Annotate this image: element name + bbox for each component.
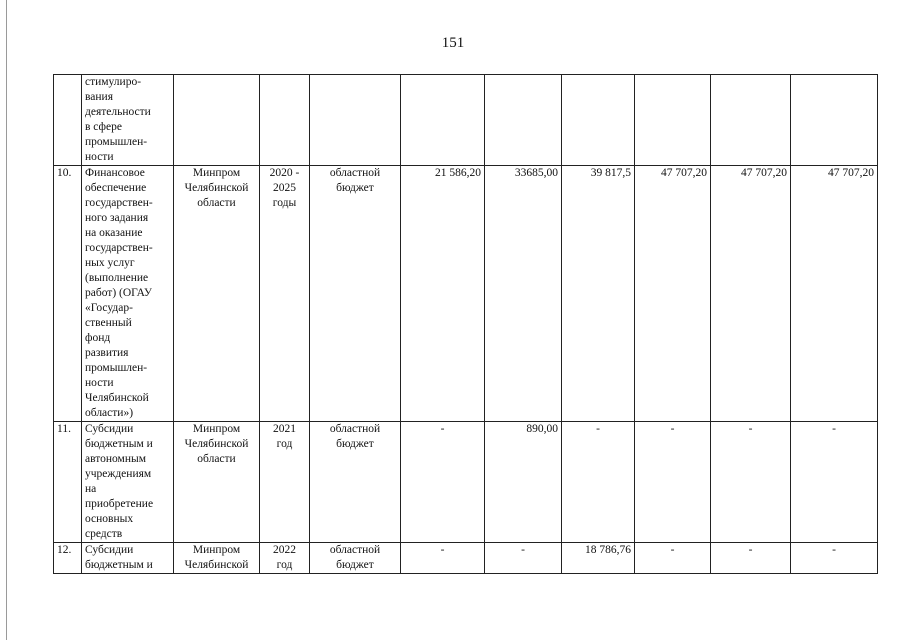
amount-3: - — [562, 422, 635, 543]
page-number: 151 — [441, 35, 465, 51]
amount-4: - — [635, 422, 711, 543]
amount-6: 47 707,20 — [791, 166, 878, 422]
executor — [174, 75, 260, 166]
row-number — [54, 75, 82, 166]
amount-3: 18 786,76 — [562, 543, 635, 574]
measure-name: Финансовое обеспечение государствен- ного задания на оказание государствен- ных услуг (выполнение работ) (ОГАУ «Государ- ственный фонд развития промышлен- ности Челябинской области») — [82, 166, 174, 422]
executor: Минпром Челябинской области — [174, 422, 260, 543]
row-number: 10. — [54, 166, 82, 422]
measure-name: стимулиро- вания деятельности в сфере промышлен- ности — [82, 75, 174, 166]
executor: Минпром Челябинской — [174, 543, 260, 574]
scan-left-edge-line — [6, 0, 7, 640]
executor: Минпром Челябинской области — [174, 166, 260, 422]
amount-5: - — [711, 422, 791, 543]
amount-3: 39 817,5 — [562, 166, 635, 422]
table-row — [54, 166, 878, 422]
amount-5 — [711, 75, 791, 166]
period: 2022 год — [260, 543, 310, 574]
amount-1: - — [401, 543, 485, 574]
amount-2: 890,00 — [485, 422, 562, 543]
amount-6: - — [791, 543, 878, 574]
measure-name: Субсидии бюджетным и — [82, 543, 174, 574]
period: 2021 год — [260, 422, 310, 543]
row-number: 12. — [54, 543, 82, 574]
table-row — [54, 543, 878, 574]
amount-4 — [635, 75, 711, 166]
amount-2: - — [485, 543, 562, 574]
funding-source: областной бюджет — [310, 543, 401, 574]
period: 2020 - 2025 годы — [260, 166, 310, 422]
amount-6 — [791, 75, 878, 166]
amount-2 — [485, 75, 562, 166]
period — [260, 75, 310, 166]
amount-4: - — [635, 543, 711, 574]
row-number: 11. — [54, 422, 82, 543]
table-row — [54, 422, 878, 543]
amount-1: 21 586,20 — [401, 166, 485, 422]
table-row — [54, 75, 878, 166]
funding-source — [310, 75, 401, 166]
amount-3 — [562, 75, 635, 166]
measure-name: Субсидии бюджетным и автономным учреждениям на приобретение основных средств — [82, 422, 174, 543]
amount-4: 47 707,20 — [635, 166, 711, 422]
budget-table — [53, 74, 878, 574]
funding-source: областной бюджет — [310, 422, 401, 543]
amount-2: 33685,00 — [485, 166, 562, 422]
funding-source: областной бюджет — [310, 166, 401, 422]
amount-6: - — [791, 422, 878, 543]
amount-5: - — [711, 543, 791, 574]
amount-5: 47 707,20 — [711, 166, 791, 422]
amount-1 — [401, 75, 485, 166]
amount-1: - — [401, 422, 485, 543]
